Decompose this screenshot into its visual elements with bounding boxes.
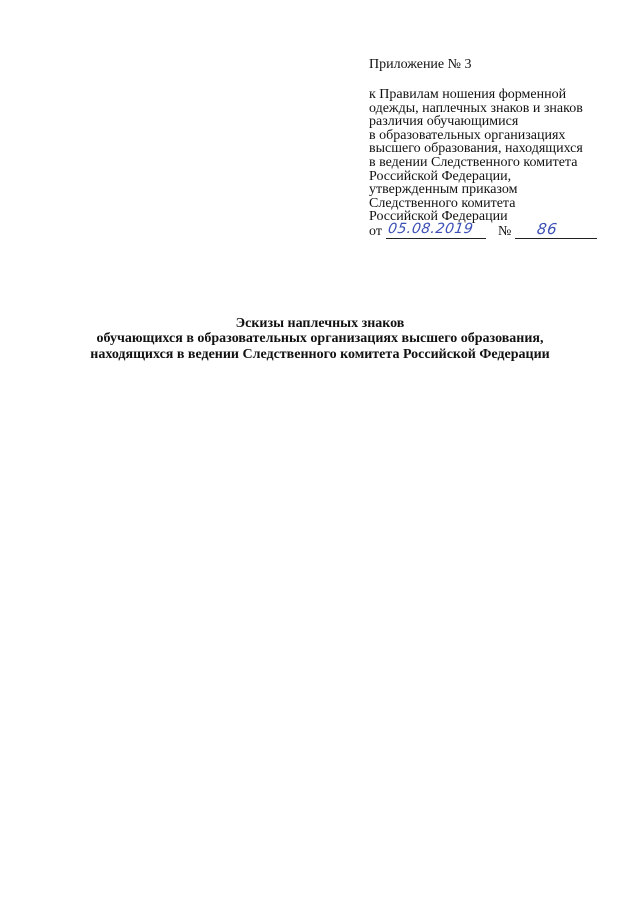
- appendix-title: Приложение № 3: [369, 57, 472, 72]
- handwritten-order-date: 05.08.2019: [386, 221, 475, 238]
- appendix-basis-line: утвержденным приказом: [369, 182, 518, 198]
- number-sign: №: [497, 224, 512, 240]
- appendix-basis-line: в образовательных организациях: [369, 127, 566, 143]
- order-date-field: [386, 221, 486, 239]
- appendix-basis-line: высшего образования, находящихся: [369, 141, 583, 157]
- heading-line-2: обучающихся в образовательных организациях высшего образования,: [96, 331, 544, 347]
- document-heading: [0, 316, 640, 362]
- appendix-basis-line: одежды, наплечных знаков и знаков: [369, 100, 583, 116]
- appendix-basis-line: к Правилам ношения форменной: [369, 87, 567, 102]
- heading-line-3: находящихся в ведении Следственного комитета Российской Федерации: [90, 346, 550, 362]
- appendix-basis-line: различия обучающимися: [369, 114, 519, 130]
- order-number-field: [515, 220, 597, 239]
- appendix-basis-line: Следственного комитета: [369, 195, 516, 211]
- appendix-basis-line: Российской Федерации: [369, 209, 508, 225]
- order-prefix: от: [369, 224, 382, 240]
- handwritten-order-number: 86: [536, 220, 559, 239]
- appendix-basis-line: в ведении Следственного комитета: [369, 154, 578, 170]
- order-reference-line: [369, 220, 629, 240]
- appendix-block: [369, 58, 629, 239]
- heading-line-1: Эскизы наплечных знаков: [235, 316, 405, 331]
- appendix-basis-line: Российской Федерации,: [369, 168, 512, 184]
